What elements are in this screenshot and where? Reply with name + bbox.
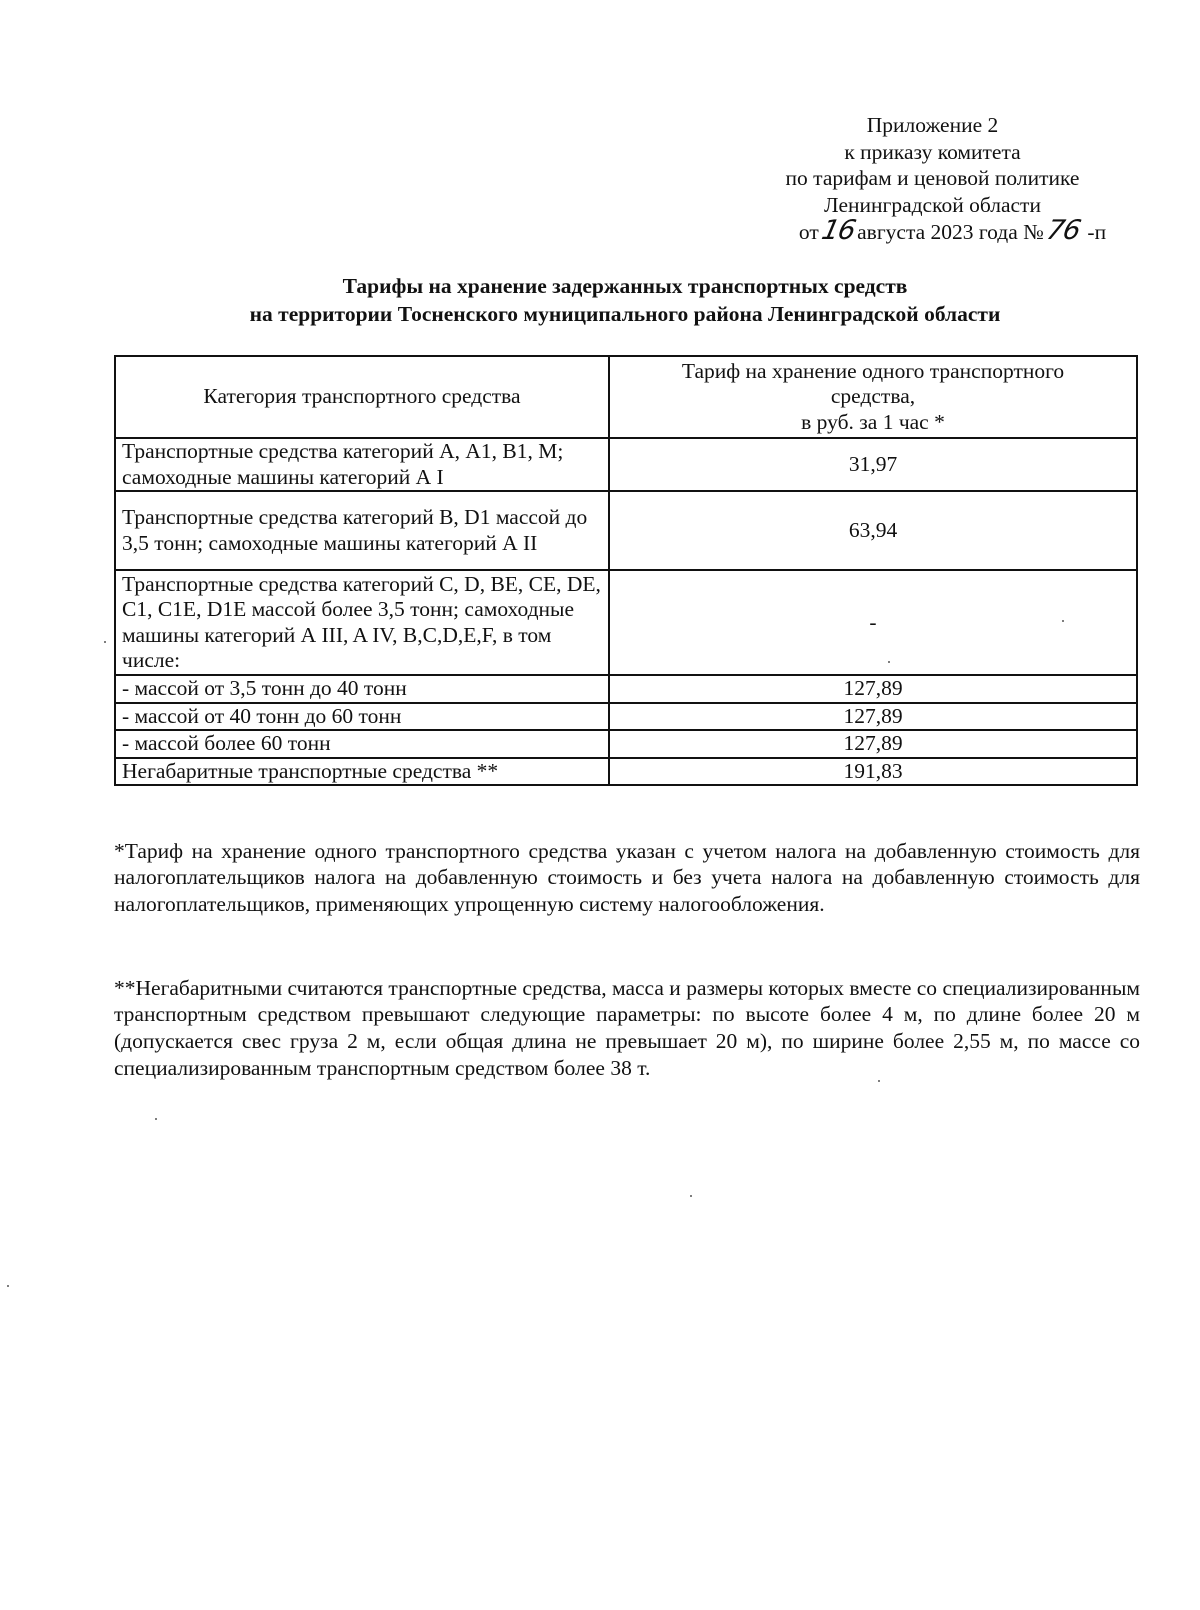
appendix-label: Приложение 2 [866, 113, 999, 137]
table-row [115, 675, 1137, 703]
region-name: Ленинградской области [824, 192, 1041, 217]
committee-name: по тарифам и ценовой политике [785, 166, 1080, 190]
handwritten-day: 16 [818, 215, 858, 246]
tariff-cell: 127,89 [609, 703, 1137, 731]
category-cell: - массой от 40 тонн до 60 тонн [115, 703, 609, 731]
table-row [115, 570, 1137, 675]
tariff-cell: 31,97 [609, 438, 1137, 491]
table-row [115, 730, 1137, 758]
document-header [700, 112, 1165, 246]
header-tariff-line-3: в руб. за 1 час * [801, 409, 945, 434]
title-line-1: Тарифы на хранение задержанных транспортных средств [342, 274, 908, 298]
header-category: Категория транспортного средства [115, 356, 609, 438]
title-line-2: на территории Тосненского муниципального района Ленинградской области [249, 302, 1001, 326]
category-cell: Транспортные средства категорий А, А1, В1, М; самоходные машины категорий А I [115, 438, 609, 491]
category-cell: Транспортные средства категорий С, D, BE, CE, DE, C1, C1E, D1E массой более 3,5 тонн; самоходные машины категорий А III, A IV, B,C,D,E,F, в том числе: [115, 570, 609, 675]
header-tariff-line-1: Тариф на хранение одного транспортного [681, 358, 1065, 383]
scan-speck [888, 661, 890, 663]
tariff-cell: 63,94 [609, 491, 1137, 570]
table-row [115, 491, 1137, 570]
scan-speck [878, 1080, 880, 1082]
tariff-cell: 127,89 [609, 730, 1137, 758]
table-row [115, 703, 1137, 731]
order-reference: к приказу комитета [844, 139, 1021, 164]
table-row [115, 758, 1137, 786]
scan-speck [1062, 620, 1064, 622]
order-date-line [700, 215, 1165, 246]
date-rest: августа 2023 года № [857, 220, 1044, 244]
tariff-cell: 191,83 [609, 758, 1137, 786]
handwritten-order-number: 76 [1043, 215, 1083, 246]
table-header-row [115, 356, 1137, 438]
tariff-table [114, 355, 1138, 786]
document-title [110, 272, 1140, 328]
scan-speck [104, 641, 106, 643]
category-cell: Негабаритные транспортные средства ** [115, 758, 609, 786]
scan-speck [7, 1285, 9, 1287]
date-prefix: от [798, 220, 819, 244]
category-cell: - массой более 60 тонн [115, 730, 609, 758]
footnote-oversized: **Негабаритными считаются транспортные средства, масса и размеры которых вместе со специализированным транспортным средством превышают следующие параметры: по высоте более 4 м, по длине более 20 м (допускается свес груза 2 м, если общая длина не превышает 20 м), по ширине более 2,55 м, по массе со специализированным транспортным средством более 38 т. [114, 975, 1140, 1080]
table-row [115, 438, 1137, 491]
scan-speck [690, 1195, 692, 1197]
tariff-cell: 127,89 [609, 675, 1137, 703]
header-tariff-line-2: средства, [830, 384, 916, 409]
footnote-vat: *Тариф на хранение одного транспортного средства указан с учетом налога на добавленную стоимость для налогоплательщиков налога на добавленную стоимость и без учета налога на добавленную стоимость для налогоплательщиков, применяющих упрощенную систему налогообложения. [114, 838, 1140, 917]
scan-speck [155, 1118, 157, 1120]
order-suffix: -п [1087, 220, 1107, 244]
tariff-cell: - [609, 570, 1137, 675]
header-tariff [609, 356, 1137, 438]
category-cell: Транспортные средства категорий В, D1 массой до 3,5 тонн; самоходные машины категорий А II [115, 491, 609, 570]
category-cell: - массой от 3,5 тонн до 40 тонн [115, 675, 609, 703]
